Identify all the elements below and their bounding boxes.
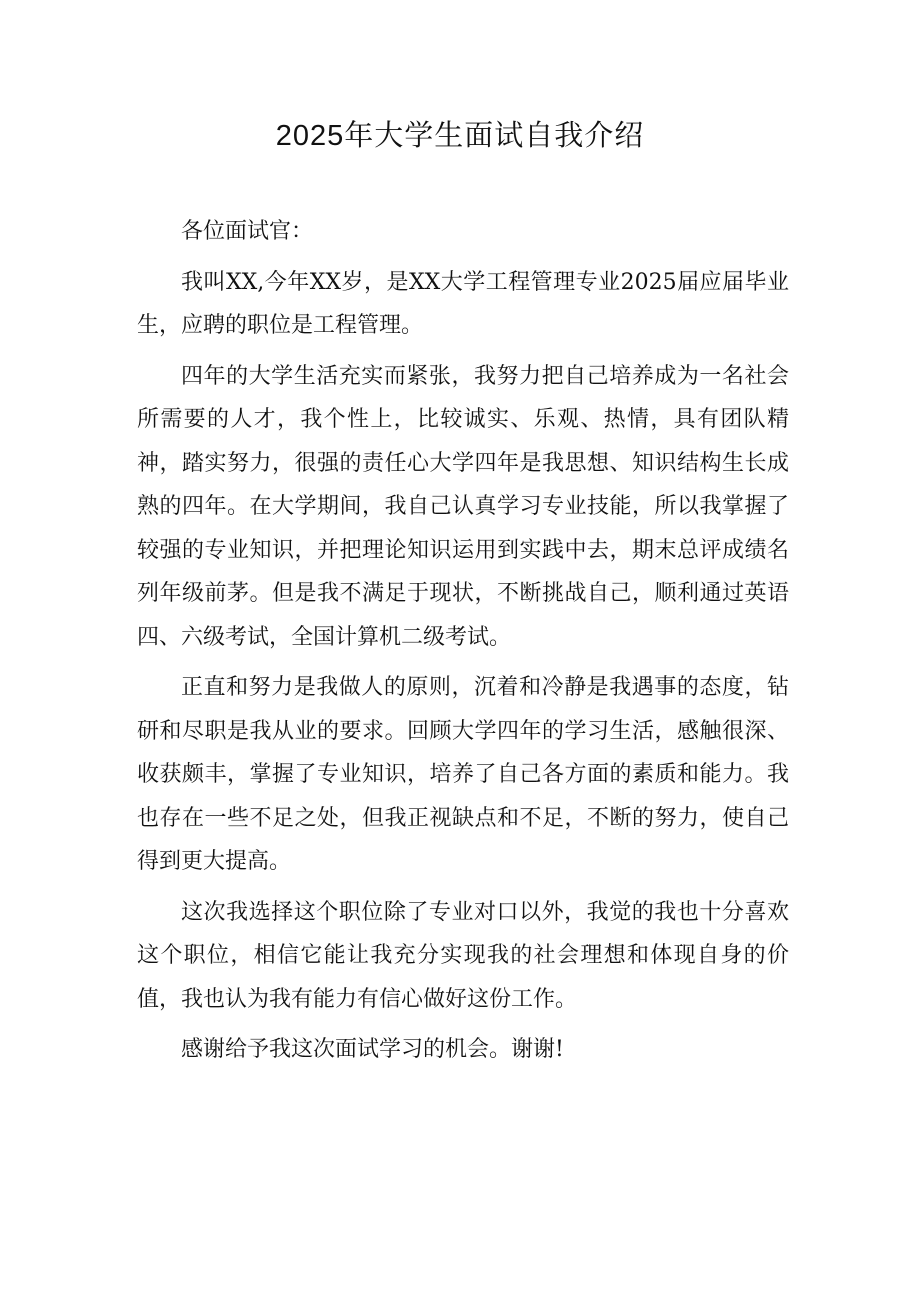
paragraph-principles: 正直和努力是我做人的原则，沉着和冷静是我遇事的态度，钻研和尽职是我从业的要求。回顾大学四年的学习生活，感触很深、收获颇丰，掌握了专业知识，培养了自己各方面的素质和能力。我也存在一些不足之处，但我正视缺点和不足，不断的努力，使自己得到更大提高。 <box>137 675 789 874</box>
paragraph-thanks: 感谢给予我这次面试学习的机会。谢谢! <box>181 1037 564 1062</box>
salutation: 各位面试官： <box>181 219 314 244</box>
document-body <box>137 210 789 1079</box>
document-title: 2025年大学生面试自我介绍 <box>275 120 645 152</box>
paragraph-introduction: 我叫XX,今年XX岁，是XX大学工程管理专业2025届应届毕业生，应聘的职位是工程管理。 <box>137 269 789 338</box>
paragraph-motivation: 这次我选择这个职位除了专业对口以外，我觉的我也十分喜欢这个职位，相信它能让我充分实现我的社会理想和体现自身的价值，我也认为我有能力有信心做好这份工作。 <box>137 899 789 1012</box>
paragraph-university-life: 四年的大学生活充实而紧张，我努力把自己培养成为一名社会所需要的人才，我个性上，比较诚实、乐观、热情，具有团队精神，踏实努力，很强的责任心大学四年是我思想、知识结构生长成熟的四年。在大学期间，我自己认真学习专业技能，所以我掌握了较强的专业知识，并把理论知识运用到实践中去，期末总评成绩名列年级前茅。但是我不满足于现状，不断挑战自己，顺利通过英语四、六级考试，全国计算机二级考试。 <box>137 363 789 650</box>
